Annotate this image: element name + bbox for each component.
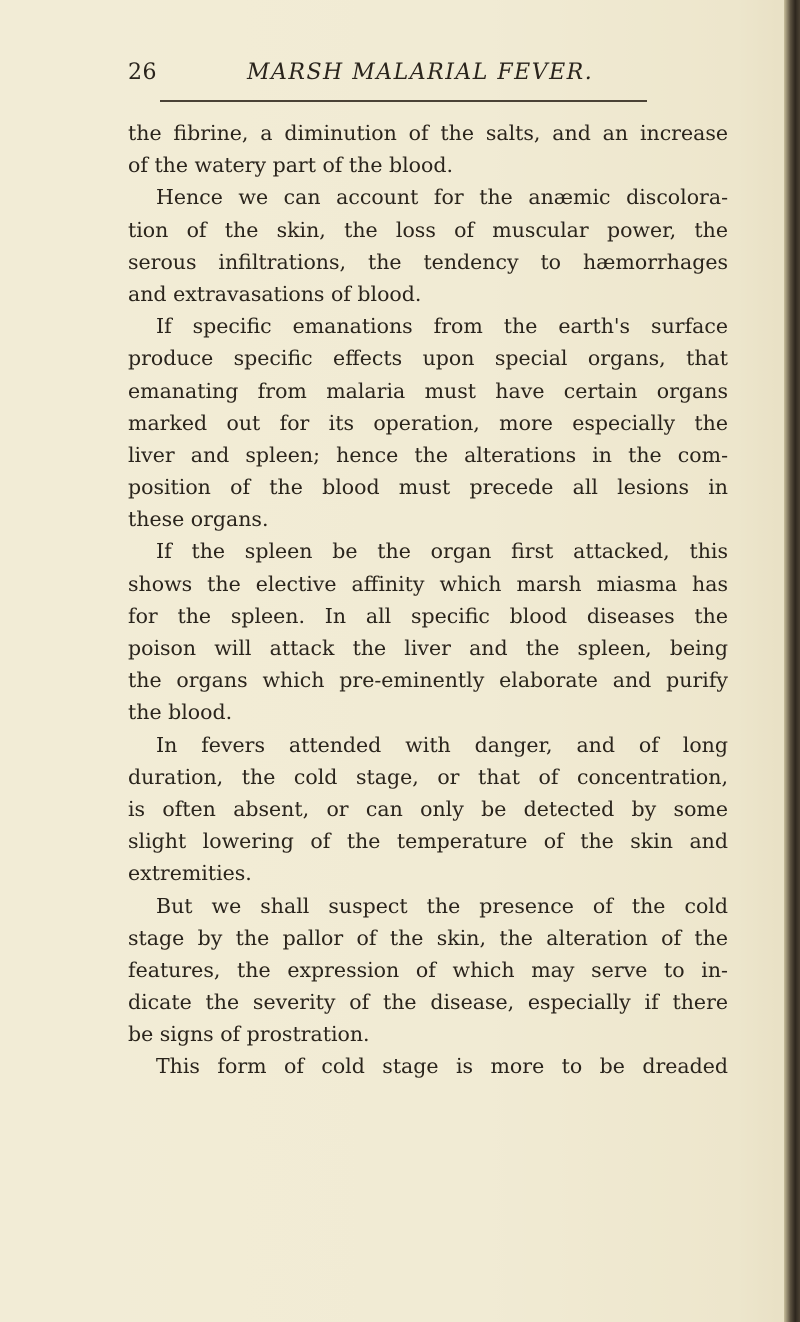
text-line: slight lowering of the temperature of the skin and — [128, 829, 728, 854]
text-line: position of the blood must precede all lesions in — [128, 475, 728, 500]
body-text — [128, 117, 728, 1083]
text-line: extremities. — [128, 861, 252, 886]
header-rule — [160, 100, 647, 102]
text-line: If the spleen be the organ first attacked, this — [156, 539, 728, 564]
text-line: these organs. — [128, 507, 269, 532]
text-line: stage by the pallor of the skin, the alteration of the — [128, 925, 728, 950]
text-line: and extravasations of blood. — [128, 281, 422, 306]
text-line: This form of cold stage is more to be dreaded — [156, 1054, 728, 1079]
page-binding-edge — [784, 0, 800, 1322]
text-line: for the spleen. In all specific blood diseases the — [128, 603, 728, 628]
text-line: duration, the cold stage, or that of concentration, — [128, 764, 728, 789]
running-title: MARSH MALARIAL FEVER. — [247, 60, 594, 85]
text-line: serous infiltrations, the tendency to hæmorrhages — [128, 249, 728, 274]
text-line: But we shall suspect the presence of the cold — [156, 893, 728, 918]
text-line: Hence we can account for the anæmic discolora- — [156, 185, 728, 210]
text-line: If specific emanations from the earth's surface — [156, 314, 728, 339]
text-line: produce specific effects upon special organs, that — [128, 346, 728, 371]
text-line: be signs of prostration. — [128, 1022, 370, 1047]
text-line: emanating from malaria must have certain organs — [128, 378, 728, 403]
text-line: tion of the skin, the loss of muscular power, the — [128, 217, 728, 242]
text-line: features, the expression of which may serve to in- — [128, 957, 728, 982]
text-line: In fevers attended with danger, and of long — [156, 732, 728, 757]
running-head — [128, 60, 728, 100]
text-line: shows the elective affinity which marsh miasma has — [128, 571, 728, 596]
page-number: 26 — [128, 60, 157, 85]
text-line: the organs which pre-eminently elaborate and purify — [128, 668, 728, 693]
text-line: liver and spleen; hence the alterations in the com- — [128, 442, 728, 467]
text-line: dicate the severity of the disease, especially if there — [128, 990, 728, 1015]
text-line: the fibrine, a diminution of the salts, and an increase — [128, 121, 728, 145]
text-line: is often absent, or can only be detected by some — [128, 796, 728, 821]
text-line: marked out for its operation, more especially the — [128, 410, 728, 435]
text-line: of the watery part of the blood. — [128, 153, 454, 178]
text-line: the blood. — [128, 700, 233, 725]
text-line: poison will attack the liver and the spleen, being — [128, 636, 728, 660]
